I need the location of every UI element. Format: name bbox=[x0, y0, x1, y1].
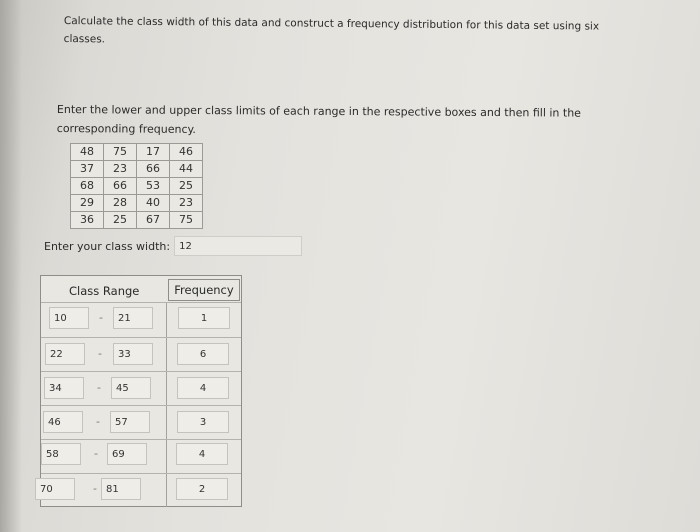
lower-limit-input[interactable] bbox=[45, 343, 85, 365]
range-dash: - bbox=[94, 447, 98, 460]
data-cell: 67 bbox=[137, 212, 170, 229]
table-row bbox=[41, 439, 241, 473]
table-row bbox=[41, 405, 241, 439]
data-cell: 23 bbox=[170, 195, 203, 212]
range-dash: - bbox=[97, 381, 101, 394]
data-cell: 68 bbox=[71, 178, 104, 195]
table-row bbox=[41, 371, 241, 405]
table-row bbox=[41, 337, 241, 371]
lower-limit-input[interactable] bbox=[43, 411, 83, 433]
frequency-input[interactable] bbox=[178, 307, 230, 329]
upper-limit-input[interactable] bbox=[101, 478, 141, 500]
data-cell: 25 bbox=[170, 178, 203, 195]
data-cell: 17 bbox=[137, 144, 170, 161]
upper-limit-input[interactable] bbox=[107, 443, 147, 465]
upper-limit-input[interactable] bbox=[110, 411, 150, 433]
lower-limit-input[interactable] bbox=[41, 443, 81, 465]
question-text: Calculate the class width of this data and construct a frequency distribution for this data set using six classes. bbox=[63, 14, 600, 46]
data-cell: 40 bbox=[137, 195, 170, 212]
frequency-input[interactable] bbox=[176, 443, 228, 465]
data-set-table bbox=[70, 143, 203, 229]
frequency-input[interactable] bbox=[177, 411, 229, 433]
data-cell: 28 bbox=[104, 195, 137, 212]
data-cell: 75 bbox=[104, 144, 137, 161]
data-cell: 29 bbox=[71, 195, 104, 212]
data-cell: 37 bbox=[71, 161, 104, 178]
table-row bbox=[41, 303, 241, 337]
lower-limit-input[interactable] bbox=[49, 307, 89, 329]
range-dash: - bbox=[96, 415, 100, 428]
frequency-input[interactable] bbox=[177, 343, 229, 365]
data-cell: 36 bbox=[71, 212, 104, 229]
table-row bbox=[71, 212, 203, 229]
lower-limit-input[interactable] bbox=[44, 377, 84, 399]
data-cell: 44 bbox=[170, 161, 203, 178]
frequency-input[interactable] bbox=[177, 377, 229, 399]
data-cell: 25 bbox=[104, 212, 137, 229]
frequency-header: Frequency bbox=[168, 279, 240, 301]
range-dash: - bbox=[93, 482, 97, 495]
upper-limit-input[interactable] bbox=[111, 377, 151, 399]
frequency-input[interactable] bbox=[176, 478, 228, 500]
data-cell: 66 bbox=[104, 178, 137, 195]
left-edge-shadow bbox=[0, 0, 22, 532]
data-cell: 48 bbox=[71, 144, 104, 161]
upper-limit-input[interactable] bbox=[113, 343, 153, 365]
class-range-header: Class Range bbox=[69, 284, 140, 298]
instruction-text: Enter the lower and upper class limits of each range in the respective boxes and then fill in the corresponding frequency. bbox=[56, 102, 582, 136]
range-dash: - bbox=[99, 311, 103, 324]
table-row bbox=[71, 195, 203, 212]
class-width-row bbox=[44, 234, 302, 258]
range-dash: - bbox=[98, 347, 102, 360]
upper-limit-input[interactable] bbox=[113, 307, 153, 329]
table-row bbox=[71, 144, 203, 161]
frequency-table bbox=[40, 275, 242, 507]
table-row bbox=[71, 178, 203, 195]
class-width-label: Enter your class width: bbox=[44, 239, 171, 253]
data-cell: 75 bbox=[170, 212, 203, 229]
data-cell: 23 bbox=[104, 161, 137, 178]
table-row bbox=[71, 161, 203, 178]
data-cell: 66 bbox=[137, 161, 170, 178]
data-cell: 53 bbox=[137, 178, 170, 195]
data-cell: 46 bbox=[170, 144, 203, 161]
lower-limit-input[interactable] bbox=[35, 478, 75, 500]
class-width-input[interactable] bbox=[174, 236, 302, 256]
table-row bbox=[41, 473, 241, 507]
